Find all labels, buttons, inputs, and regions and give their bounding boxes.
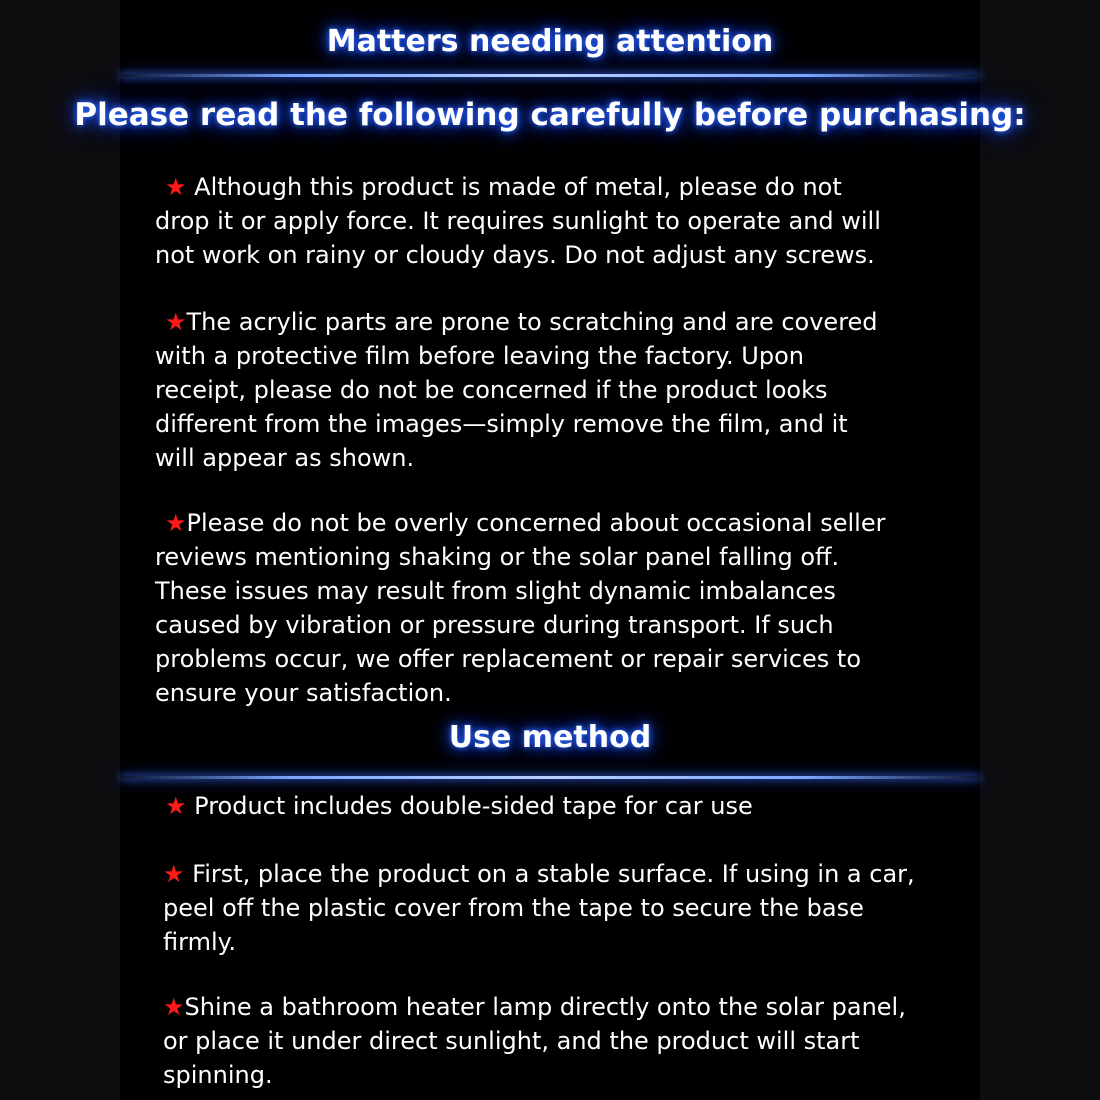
attention-item <box>155 506 885 710</box>
sub-heading: Please read the following carefully before purchasing: <box>74 97 1026 133</box>
attention-item <box>155 170 881 272</box>
item-line: These issues may result from slight dynamic imbalances <box>155 577 836 605</box>
item-line: ★ Although this product is made of metal, please do not <box>165 173 842 201</box>
item-line: not work on rainy or cloudy days. Do not adjust any screws. <box>155 241 875 269</box>
item-line: ★The acrylic parts are prone to scratching and are covered <box>165 308 878 336</box>
attention-item <box>155 305 878 475</box>
item-line: ★ First, place the product on a stable surface. If using in a car, <box>163 860 915 888</box>
item-line: ensure your satisfaction. <box>155 679 452 707</box>
star-icon: ★ <box>165 792 187 820</box>
right-margin <box>980 0 1100 1100</box>
use-item <box>163 990 906 1092</box>
item-line: firmly. <box>163 928 237 956</box>
item-line: drop it or apply force. It requires sunlight to operate and will <box>155 207 881 235</box>
item-line: ★ Product includes double-sided tape for car use <box>165 792 753 820</box>
use-item <box>163 857 915 959</box>
item-line: peel off the plastic cover from the tape to secure the base <box>163 894 864 922</box>
star-icon: ★ <box>165 308 187 336</box>
use-method-heading: Use method <box>448 720 652 755</box>
main-heading: Matters needing attention <box>326 24 774 59</box>
star-icon: ★ <box>165 173 187 201</box>
item-line: or place it under direct sunlight, and the product will start <box>163 1027 860 1055</box>
item-line: receipt, please do not be concerned if the product looks <box>155 376 828 404</box>
item-line: will appear as shown. <box>155 444 415 472</box>
use-item <box>165 789 753 823</box>
glow-divider <box>120 74 980 77</box>
item-line: reviews mentioning shaking or the solar panel falling off. <box>155 543 840 571</box>
left-margin <box>0 0 120 1100</box>
glow-divider <box>120 776 980 779</box>
item-line: problems occur, we offer replacement or repair services to <box>155 645 862 673</box>
item-line: with a protective film before leaving the factory. Upon <box>155 342 804 370</box>
item-line: caused by vibration or pressure during transport. If such <box>155 611 834 639</box>
star-icon: ★ <box>163 860 185 888</box>
item-line: spinning. <box>163 1061 273 1089</box>
item-line: ★Please do not be overly concerned about occasional seller <box>165 509 886 537</box>
star-icon: ★ <box>165 509 187 537</box>
item-line: ★Shine a bathroom heater lamp directly onto the solar panel, <box>163 993 906 1021</box>
star-icon: ★ <box>163 993 185 1021</box>
item-line: different from the images—simply remove the film, and it <box>155 410 848 438</box>
